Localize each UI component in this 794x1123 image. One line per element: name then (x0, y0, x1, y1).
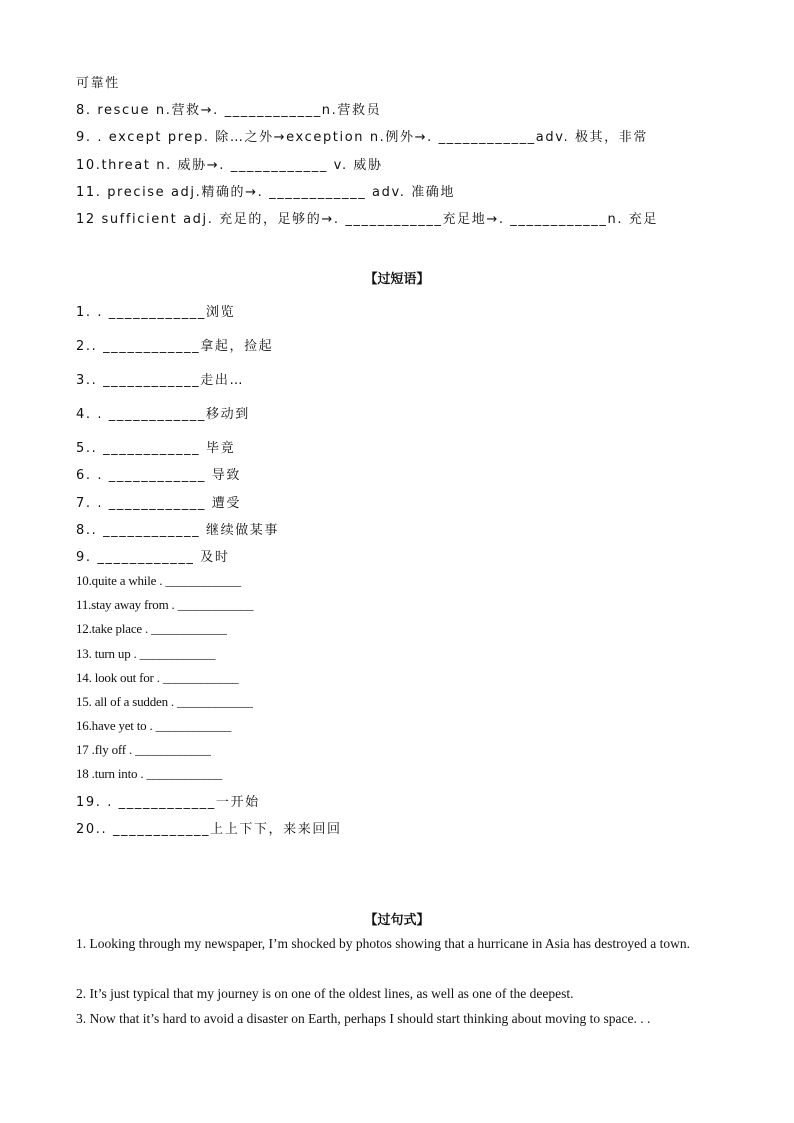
phrase-item-16: 16.have yet to . ____________ (76, 718, 232, 733)
sentence-item-2: 2. It’s just typical that my journey is on one of the oldest lines, as well as one of the deepest. (76, 986, 574, 1001)
phrase-item-3: 3.. ____________走出… (76, 373, 245, 388)
phrase-item-12: 12.take place . ____________ (76, 621, 227, 636)
phrase-item-5: 5.. ____________ 毕竟 (76, 441, 236, 456)
phrase-item-17: 17 .fly off . ____________ (76, 742, 211, 757)
phrase-item-10: 10.quite a while . ____________ (76, 573, 241, 588)
phrase-item-20: 20.. ____________上上下下，来来回回 (76, 822, 342, 837)
sentence-item-1: 1. Looking through my newspaper, I’m shocked by photos showing that a hurricane in Asia has destroyed a town. (76, 936, 690, 951)
phrase-item-19: 19. . ____________一开始 (76, 795, 260, 810)
word-form-item-9: 9. . except prep. 除…之外→exception n.例外→. ____________adv. 极其，非常 (76, 130, 648, 145)
phrase-item-1: 1. . ____________浏览 (76, 305, 236, 320)
word-form-item-12: 12 sufficient adj. 充足的，足够的→. ____________充足地→. ____________n. 充足 (76, 212, 658, 227)
sentence-item-3: 3. Now that it’s hard to avoid a disaster on Earth, perhaps I should start thinking about moving to space. . . (76, 1011, 651, 1026)
word-form-item-8: 8. rescue n.营救→. ____________n.营救员 (76, 103, 382, 118)
phrase-item-13: 13. turn up . ____________ (76, 646, 216, 661)
phrases-heading: 【过短语】 (364, 272, 430, 287)
phrase-item-2: 2.. ____________拿起，捡起 (76, 339, 274, 354)
word-form-item-11: 11. precise adj.精确的→. ____________ adv. 准确地 (76, 185, 455, 200)
phrase-item-15: 15. all of a sudden . ____________ (76, 694, 253, 709)
word-form-carry-over: 可靠性 (76, 76, 120, 91)
phrase-item-11: 11.stay away from . ____________ (76, 597, 254, 612)
word-form-item-10: 10.threat n. 威胁→. ____________ v. 威胁 (76, 158, 383, 173)
phrase-item-6: 6. . ____________ 导致 (76, 468, 241, 483)
phrase-item-9: 9. ____________ 及时 (76, 550, 230, 565)
phrase-item-4: 4. . ____________移动到 (76, 407, 250, 422)
phrase-item-18: 18 .turn into . ____________ (76, 766, 223, 781)
phrase-item-7: 7. . ____________ 遭受 (76, 496, 241, 511)
sentences-heading: 【过句式】 (364, 913, 430, 928)
phrase-item-14: 14. look out for . ____________ (76, 670, 239, 685)
phrase-item-8: 8.. ____________ 继续做某事 (76, 523, 280, 538)
